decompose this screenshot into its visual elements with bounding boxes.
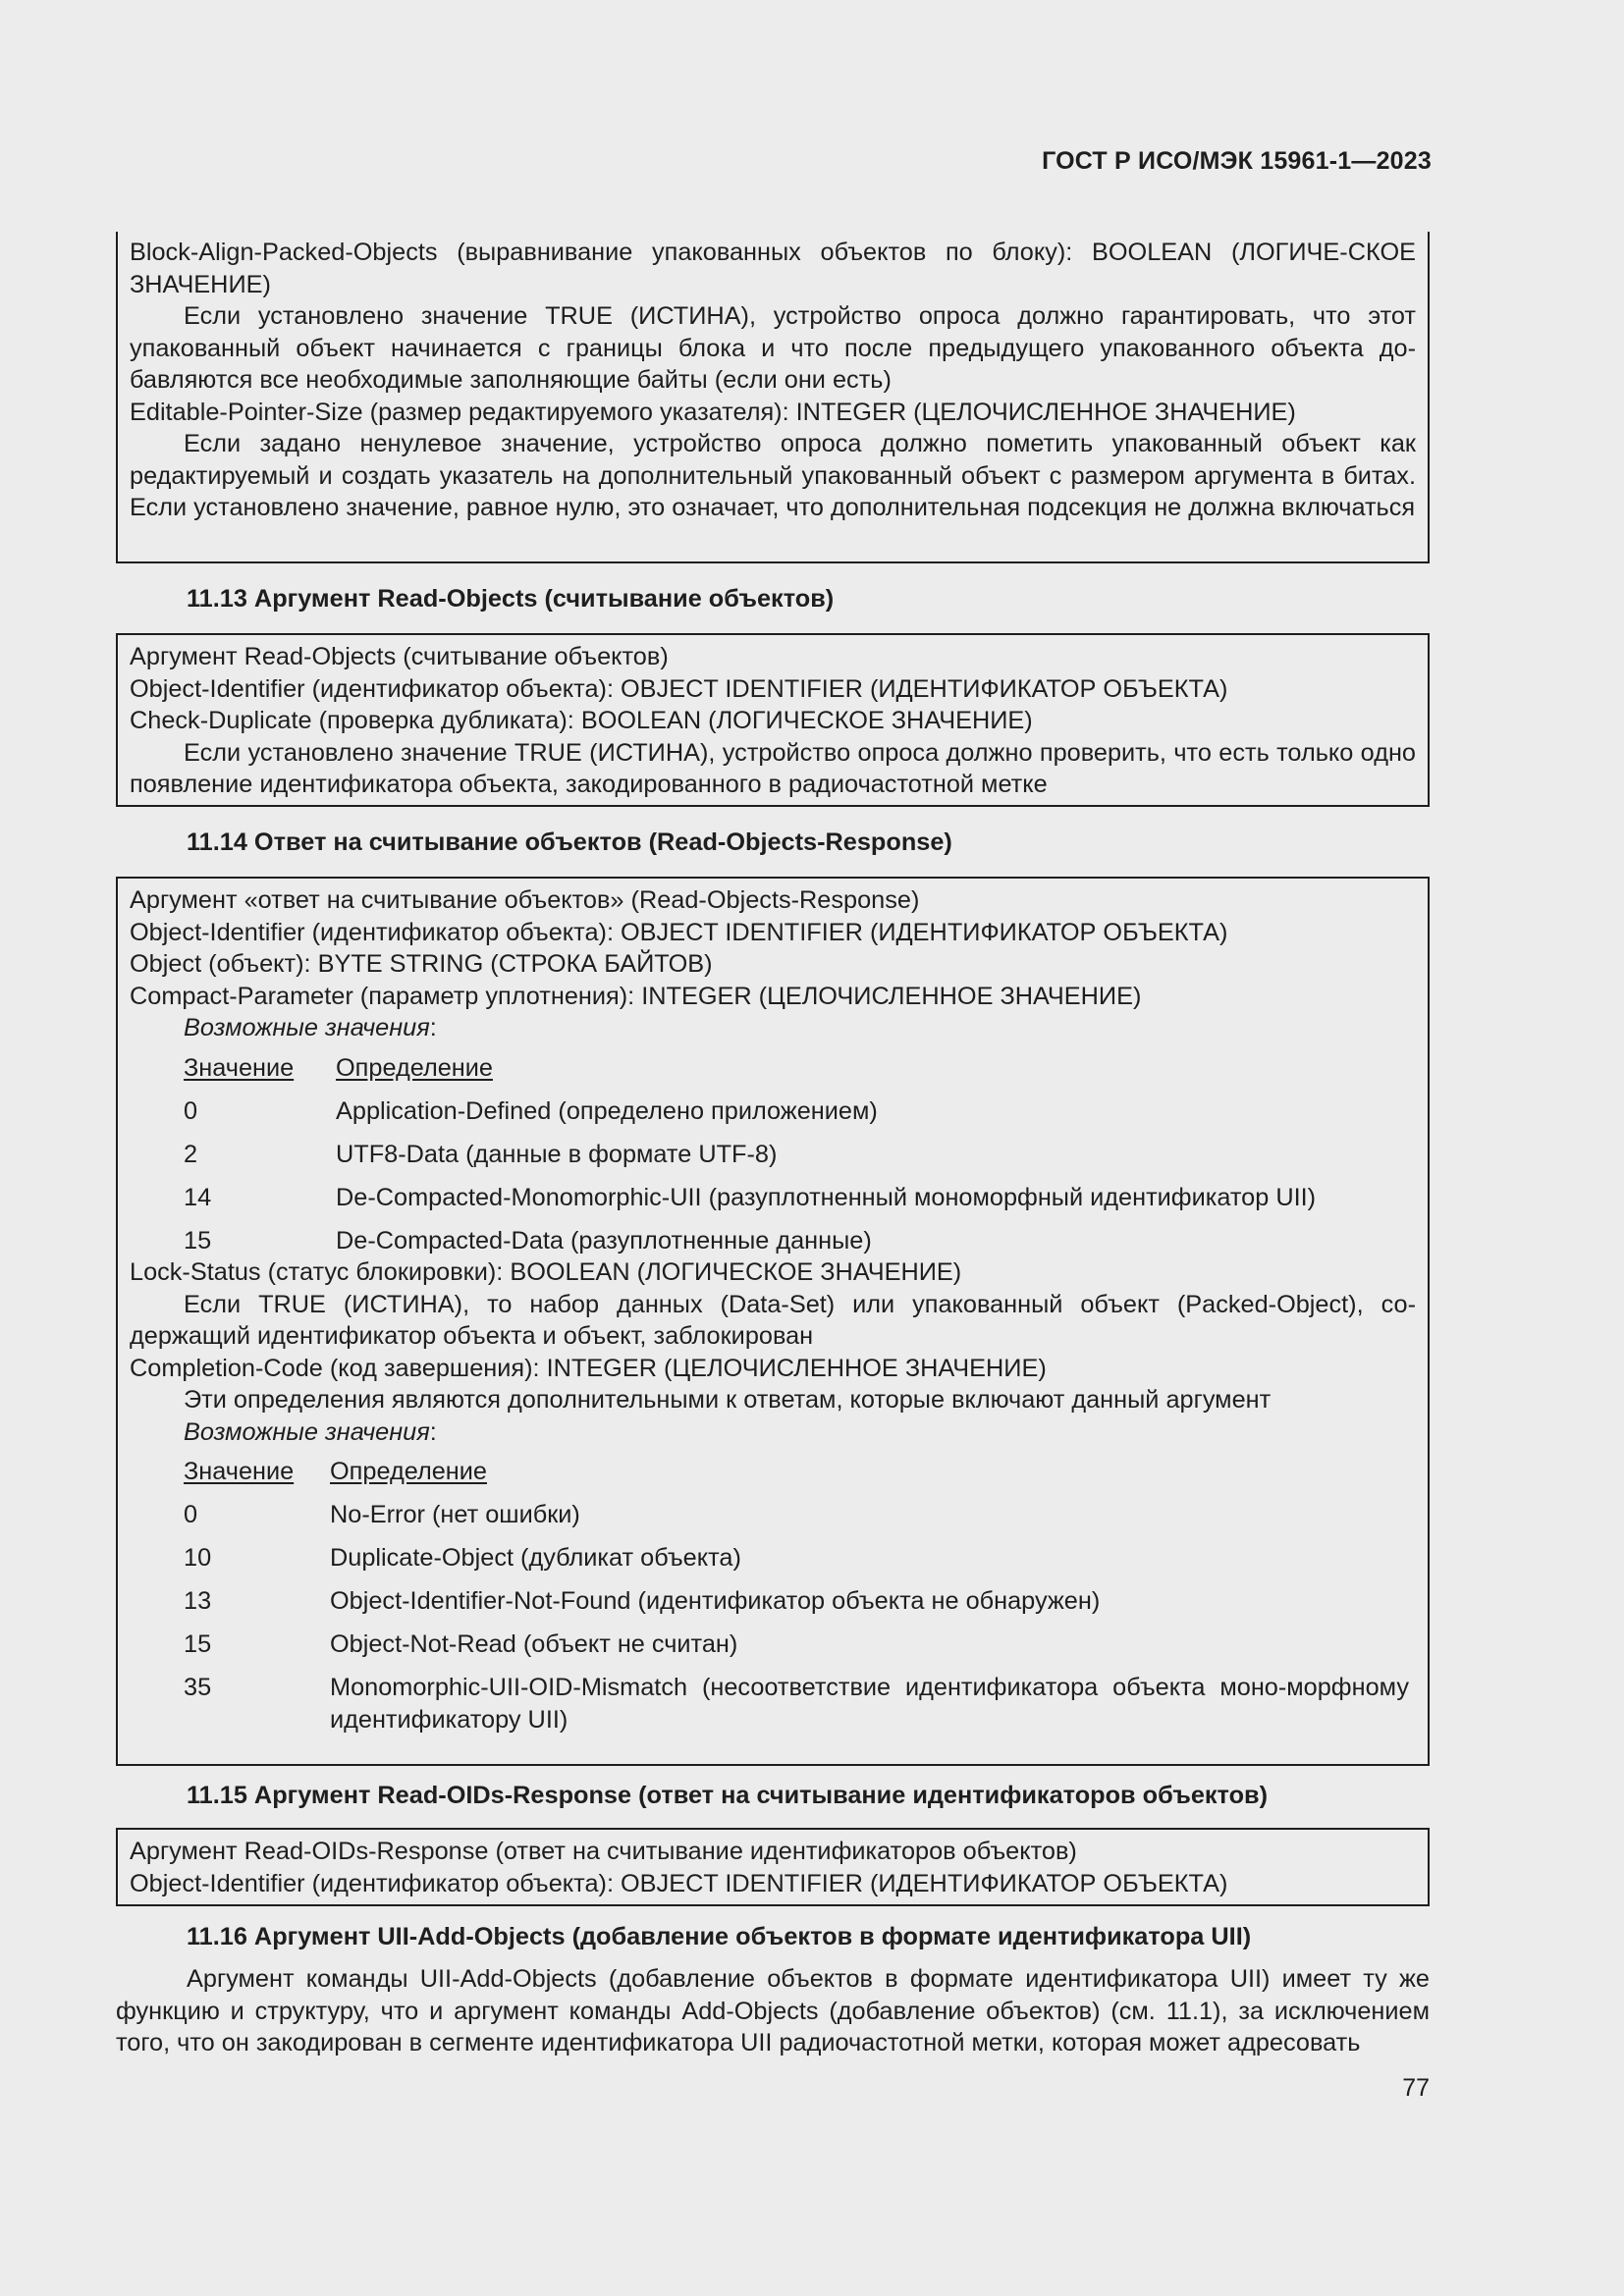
definition-box-read-oids-response — [116, 1828, 1430, 1906]
table-row: 0 No-Error (нет ошибки) — [184, 1501, 580, 1528]
column-header-value: Значение — [184, 1053, 295, 1082]
section-heading-11-13: 11.13 Аргумент Read-Objects (считывание объектов) — [187, 585, 835, 613]
field-compact-parameter: Compact-Parameter (параметр уплотнения): INTEGER (ЦЕЛОЧИСЛЕННОЕ ЗНАЧЕНИЕ) — [130, 982, 1142, 1010]
definition-box-read-objects — [116, 633, 1430, 807]
possible-values-label: Возможные значения: — [184, 1014, 437, 1041]
column-header-definition: Определение — [336, 1053, 493, 1082]
table-row: 2 UTF8-Data (данные в формате UTF-8) — [184, 1140, 778, 1168]
document-header: ГОСТ Р ИСО/МЭК 15961-1—2023 — [1042, 147, 1432, 175]
page-number: 77 — [1402, 2074, 1430, 2102]
table-row: 15 Object-Not-Read (объект не считан) — [184, 1630, 738, 1658]
field-block-align: Block-Align-Packed-Objects (выравнивание упакованных объектов по блоку): BOOLEAN (ЛОГИЧЕ-СКОЕ ЗНАЧЕНИЕ) — [130, 239, 1416, 298]
table-row: 10 Duplicate-Object (дубликат объекта) — [184, 1544, 741, 1572]
field-completion-code: Completion-Code (код завершения): INTEGER (ЦЕЛОЧИСЛЕННОЕ ЗНАЧЕНИЕ) — [130, 1354, 1047, 1382]
section-heading-11-16: 11.16 Аргумент UII-Add-Objects (добавление объектов в формате идентификатора UII) — [187, 1923, 1252, 1950]
argument-title: Аргумент «ответ на считывание объектов» (Read-Objects-Response) — [130, 886, 920, 914]
field-lock-status-description: Если TRUE (ИСТИНА), то набор данных (Data-Set) или упакованный объект (Packed-Object), со-держащий идентификатор объекта и объект, заблокирован — [130, 1290, 1416, 1350]
section-11-16-paragraph: Аргумент команды UII-Add-Objects (добавление объектов в формате идентификатора UII) имеет ту же функцию и структуру, что и аргумент команды Add-Objects (добавление объектов) (см. 11.1), за исключением того, что он закодирован в сегменте идентификатора UII радиочастотной метки, которая может адресовать — [116, 1965, 1430, 2056]
table-row: 35 Monomorphic-UII-OID-Mismatch (несоответствие идентификатора объекта моно-морфному идентификатору UII) — [184, 1674, 1409, 1734]
field-editable-pointer-description: Если задано ненулевое значение, устройство опроса должно пометить упакованный объект как редактируемый и создать указатель на дополнительный упакованный объект с размером аргумента в битах. Если установлено значение, равное нулю, это означает, что дополнительная подсекция не должна включаться — [130, 430, 1416, 521]
column-header-value: Значение — [184, 1458, 295, 1485]
argument-title: Аргумент Read-Objects (считывание объектов) — [130, 643, 669, 670]
completion-code-values-table — [184, 1456, 1409, 1735]
field-check-duplicate-description: Если установлено значение TRUE (ИСТИНА), устройство опроса должно проверить, что есть только одно появление идентификатора объекта, закодированного в радиочастотной метке — [130, 738, 1416, 798]
possible-values-label: Возможные значения: — [184, 1417, 437, 1446]
field-check-duplicate: Check-Duplicate (проверка дубликата): BOOLEAN (ЛОГИЧЕСКОЕ ЗНАЧЕНИЕ) — [130, 707, 1033, 734]
compact-parameter-values-table — [184, 1052, 1316, 1257]
definition-box-read-objects-response — [116, 877, 1430, 1766]
field-object-identifier: Object-Identifier (идентификатор объекта): OBJECT IDENTIFIER (ИДЕНТИФИКАТОР ОБЪЕКТА) — [130, 918, 1228, 946]
table-row: 0 Application-Defined (определено приложением) — [184, 1096, 878, 1125]
table-row: 15 De-Compacted-Data (разуплотненные данные) — [184, 1226, 872, 1255]
column-header-definition: Определение — [330, 1458, 487, 1485]
section-heading-11-15: 11.15 Аргумент Read-OIDs-Response (ответ на считывание идентификаторов объектов) — [187, 1782, 1269, 1809]
table-row: 13 Object-Identifier-Not-Found (идентификатор объекта не обнаружен) — [184, 1587, 1101, 1615]
section-heading-11-14: 11.14 Ответ на считывание объектов (Read-Objects-Response) — [187, 828, 952, 856]
table-row: 14 De-Compacted-Monomorphic-UII (разуплотненный мономорфный идентификатор UII) — [184, 1183, 1317, 1211]
field-object-identifier: Object-Identifier (идентификатор объекта): OBJECT IDENTIFIER (ИДЕНТИФИКАТОР ОБЪЕКТА) — [130, 674, 1228, 703]
field-editable-pointer-size: Editable-Pointer-Size (размер редактируемого указателя): INTEGER (ЦЕЛОЧИСЛЕННОЕ ЗНАЧЕНИЕ) — [130, 398, 1296, 426]
field-lock-status: Lock-Status (статус блокировки): BOOLEAN (ЛОГИЧЕСКОЕ ЗНАЧЕНИЕ) — [130, 1258, 962, 1286]
definition-box-block-align — [116, 232, 1430, 563]
field-object: Object (объект): BYTE STRING (СТРОКА БАЙТОВ) — [130, 950, 713, 978]
field-block-align-description: Если установлено значение TRUE (ИСТИНА), устройство опроса должно гарантировать, что этот упакованный объект начинается с границы блока и что после предыдущего упакованного объекта до-бавляются все необходимые заполняющие байты (если они есть) — [130, 302, 1416, 394]
field-object-identifier: Object-Identifier (идентификатор объекта): OBJECT IDENTIFIER (ИДЕНТИФИКАТОР ОБЪЕКТА) — [130, 1869, 1228, 1897]
argument-title: Аргумент Read-OIDs-Response (ответ на считывание идентификаторов объектов) — [130, 1838, 1077, 1865]
field-completion-code-description: Эти определения являются дополнительными к ответам, которые включают данный аргумент — [184, 1386, 1272, 1414]
